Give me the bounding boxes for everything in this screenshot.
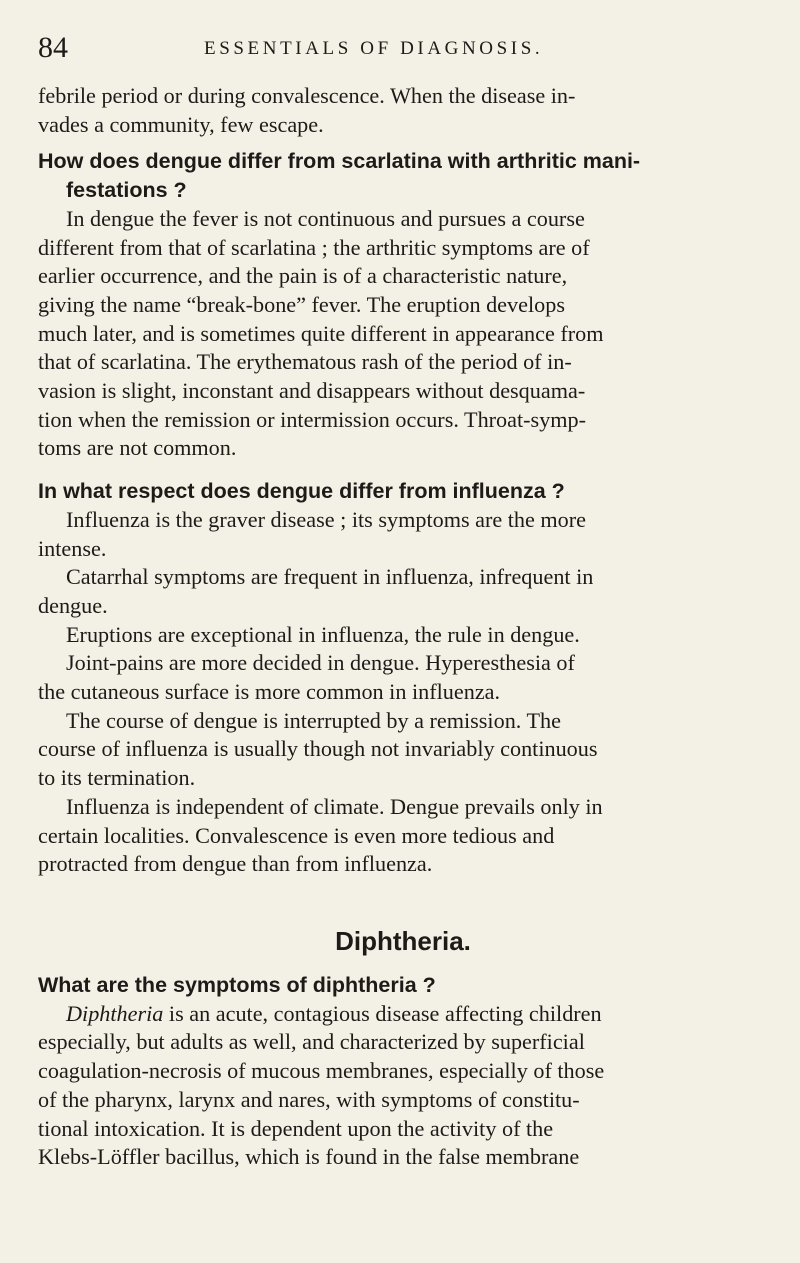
text-line: febrile period or during convalescence. When the disease in- [38, 83, 576, 108]
text-line: In dengue the fever is not continuous and pursues a course [66, 205, 585, 231]
answer-paragraph [38, 621, 768, 650]
question-dengue-scarlatina [38, 147, 768, 463]
question-heading: In what respect does dengue differ from influenza ? [38, 479, 565, 504]
text-line: giving the name “break-bone” fever. The eruption develops [38, 291, 565, 317]
italic-term: Diphtheria [66, 1000, 164, 1026]
text-line: Eruptions are exceptional in influenza, the rule in dengue. [66, 621, 580, 647]
running-title: ESSENTIALS OF DIAGNOSIS. [204, 38, 544, 59]
question-diphtheria-symptoms [38, 971, 768, 1172]
book-page [38, 28, 768, 1172]
running-head [38, 28, 768, 68]
text-line: the cutaneous surface is more common in influenza. [38, 679, 501, 705]
text-line: The course of dengue is interrupted by a remission. The [66, 707, 561, 733]
text-line: coagulation-necrosis of mucous membranes, especially of those [38, 1058, 605, 1084]
text-line: toms are not common. [38, 435, 237, 461]
text-line: that of scarlatina. The erythematous rash of the period of in- [38, 349, 572, 375]
answer-paragraph [38, 793, 768, 879]
text-line: intense. [38, 535, 107, 561]
text-line: Catarrhal symptoms are frequent in influenza, infrequent in [66, 564, 594, 590]
answer-paragraph [38, 707, 768, 793]
text-line: vades a community, few escape. [38, 111, 324, 137]
text-line: course of influenza is usually though not invariably continuous [38, 736, 598, 762]
text-line: especially, but adults as well, and characterized by superficial [38, 1029, 585, 1055]
text-line: protracted from dengue than from influenza. [38, 851, 433, 877]
text-line: Klebs-Löffler bacillus, which is found in the false membrane [38, 1144, 580, 1170]
text-line: tion when the remission or intermission occurs. Throat-symp- [38, 406, 587, 432]
question-heading: How does dengue differ from scarlatina with arthritic mani- festations ? [38, 149, 641, 203]
answer-diphtheria [38, 1000, 768, 1172]
text-line: of the pharynx, larynx and nares, with symptoms of constitu- [38, 1086, 580, 1112]
text-line: Diphtheria is an acute, contagious disease affecting children [66, 1000, 602, 1026]
text-line: tional intoxication. It is dependent upon the activity of the [38, 1115, 554, 1141]
text-line: Joint-pains are more decided in dengue. Hyperesthesia of [66, 650, 575, 676]
text-line: Influenza is independent of climate. Dengue prevails only in [66, 793, 603, 819]
answer-dengue-scarlatina [38, 205, 768, 463]
text-line: different from that of scarlatina ; the arthritic symptoms are of [38, 234, 590, 260]
section-title: Diphtheria. [335, 925, 471, 956]
text-line: much later, and is sometimes quite different in appearance from [38, 320, 604, 346]
answer-paragraph [38, 563, 768, 620]
question-dengue-influenza [38, 477, 768, 879]
text-line: Influenza is the graver disease ; its symptoms are the more [66, 506, 587, 532]
text-line: certain localities. Convalescence is even more tedious and [38, 822, 555, 848]
intro-paragraph [38, 82, 768, 139]
text-line: vasion is slight, inconstant and disappears without desquama- [38, 378, 586, 404]
question-heading: What are the symptoms of diphtheria ? [38, 972, 436, 997]
text-line: earlier occurrence, and the pain is of a characteristic nature, [38, 263, 568, 289]
answer-paragraph [38, 506, 768, 563]
page-number: 84 [38, 31, 68, 64]
text-line: to its termination. [38, 765, 196, 791]
text-line: dengue. [38, 592, 108, 618]
answer-paragraph [38, 649, 768, 706]
